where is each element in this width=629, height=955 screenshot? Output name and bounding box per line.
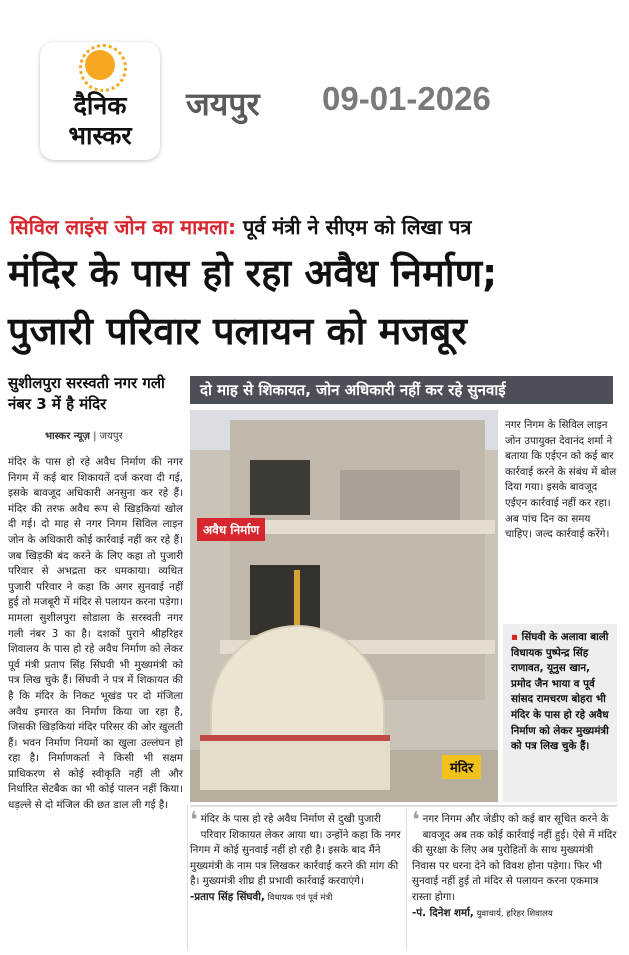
- photo-window: [250, 565, 320, 635]
- photo-window: [340, 470, 460, 520]
- headline-line2: पुजारी परिवार पलायन को मजबूर: [8, 309, 467, 353]
- photo-banner: दो माह से शिकायत, जोन अधिकारी नहीं कर रहे सुनवाई: [190, 376, 613, 404]
- edition-date: 09-01-2026: [322, 80, 491, 117]
- quote-author: -प्रताप सिंह सिंघवी,: [190, 890, 265, 903]
- divider: [406, 808, 407, 950]
- photo-temple-spire: [294, 570, 300, 630]
- article-photo: [190, 410, 498, 802]
- byline: भास्कर न्यूज़ | जयपुर: [45, 431, 123, 442]
- quote-author-role: युवाचार्य, हरिहर शिवालय: [473, 908, 553, 919]
- page-header: [0, 0, 629, 200]
- sidebar-text: सिंघवी के अलावा बाली विधायक पुष्पेन्द्र सिंह राणावत, यूनुस खान, प्रमोद जैन भाया व पूर्व सांसद रामचरण बोहरा भी मंदिर के पास हो रहे अवैध निर्माण को लेकर मुख्यमंत्री को पत्र लिख चुके हैं।: [511, 631, 609, 753]
- city-name: जयपुर: [186, 85, 260, 123]
- quote-block: [190, 808, 405, 907]
- quote-block: [412, 808, 620, 922]
- photo-tag-illegal-construction: अवैध निर्माण: [197, 518, 265, 541]
- article-kicker: [10, 213, 622, 240]
- quote-mark-icon: ❛: [190, 808, 198, 833]
- quote-author: -पं. दिनेश शर्मा,: [412, 906, 474, 919]
- byline-agency: भास्कर न्यूज़: [45, 431, 90, 442]
- photo-tag-temple: मंदिर: [442, 755, 481, 779]
- quote-text: नगर निगम और जेडीए को कई बार सूचित करने के बावजूद अब तक कोई कार्रवाई नहीं हुई। ऐसे में मंदिर की सुरक्षा के लिए अब पुरोहितों के साथ मुख्यमंत्री निवास पर धरना देने को विवश होना पड़ेगा। फिर भी सुनवाई नहीं हुई तो मंदिर से पलायन करना एकमात्र रास्ता होगा।: [412, 813, 617, 903]
- quote-signature: [190, 890, 405, 907]
- square-bullet-icon: ▪: [511, 631, 522, 643]
- quote-author-role: विधायक एवं पूर्व मंत्री: [264, 892, 333, 903]
- logo-text-line2: भास्कर: [68, 121, 132, 150]
- headline-line1: मंदिर के पास हो रहा अवैध निर्माण;: [8, 251, 498, 295]
- sun-icon: [85, 50, 115, 80]
- kicker-label: सिविल लाइंस जोन का मामला:: [10, 215, 236, 239]
- subheadline: सुशीलपुरा सरस्वती नगर गली नंबर 3 में है मंदिर: [8, 374, 165, 413]
- quote-text: मंदिर के पास हो रहे अवैध निर्माण से दुखी पुजारी परिवार शिकायत लेकर आया था। उन्होंने कहा कि नगर निगम में कोई सुनवाई नहीं हो रही है। इसके बाद मैंने मुख्यमंत्री के नाम पत्र लिखकर कार्रवाई करने की मांग की है। मुख्यमंत्री शीघ्र ही प्रभावी कार्रवाई करवाएंगे।: [190, 813, 401, 888]
- quote-signature: [412, 906, 620, 923]
- quote-mark-icon: ❛: [412, 808, 420, 833]
- dainik-bhaskar-logo: [40, 42, 160, 160]
- logo-text-line1: दैनिक: [73, 91, 127, 120]
- sidebar-box: [503, 624, 617, 802]
- kicker-text: पूर्व मंत्री ने सीएम को लिखा पत्र: [236, 215, 472, 239]
- body-column-right: नगर निगम के सिविल लाइन जोन उपायुक्त देवानंद शर्मा ने बताया कि एईएन को कई बार कार्रवाई करने के संबंध में बोल दिया गया। इसके बावजूद एईएन कार्रवाई नहीं कर रहा। अब पांच दिन का समय चाहिए। जल्द कार्रवाई करेंगे।: [505, 419, 617, 541]
- divider: [190, 805, 617, 807]
- body-column-left: मंदिर के पास हो रहे अवैध निर्माण की नगर निगम में कई बार शिकायतें दर्ज करवा दी गई, इसके बावजूद अधिकारी अनसुना कर रहे हैं। मंदिर की तरफ अवैध रूप से खिड़कियां खोल दी गई। दो माह से नगर निगम सिविल लाइन जोन के अधिकारी कोई कार्रवाई नहीं कर रहे हैं। जब खिड़की बंद करने के लिए कहा तो पुजारी परिवार से अभद्रता कर धमकाया। व्यथित पुजारी परिवार ने कहा कि अगर सुनवाई नहीं हुई तो मजबूरी में मंदिर से पलायन करना पड़ेगा। मामला सुशीलपुरा सोडाला के सरस्वती नगर गली नंबर 3 का है। दशकों पुराने श्रीहरिहर शिवालय के पास हो रहे अवैध निर्माण को लेकर पूर्व मंत्री प्रताप सिंह सिंघवी भी मुख्यमंत्री को पत्र लिख चुके हैं। सिंघवी ने पत्र में शिकायत की है कि मंदिर के निकट भूखंड पर दो मंजिला अवैध इमारत का निर्माण किया जा रहा है, जिसकी खिड़कियां मंदिर परिसर की ओर खुलती हैं। भवन निर्माण नियमों का खुला उल्लंघन हो रहा है। निर्माणकर्ता ने किसी भी सक्षम प्राधिकरण से कोई स्वीकृति नहीं ली और निर्धारित सेटबैक का भी कोई पालन नहीं किया। धड़ल्ले से दो मंजिल की छत डाल ली गई है।: [8, 456, 183, 812]
- divider: [187, 805, 188, 950]
- photo-temple-base: [200, 735, 390, 790]
- photo-window: [250, 460, 310, 515]
- byline-city: जयपुर: [99, 431, 123, 442]
